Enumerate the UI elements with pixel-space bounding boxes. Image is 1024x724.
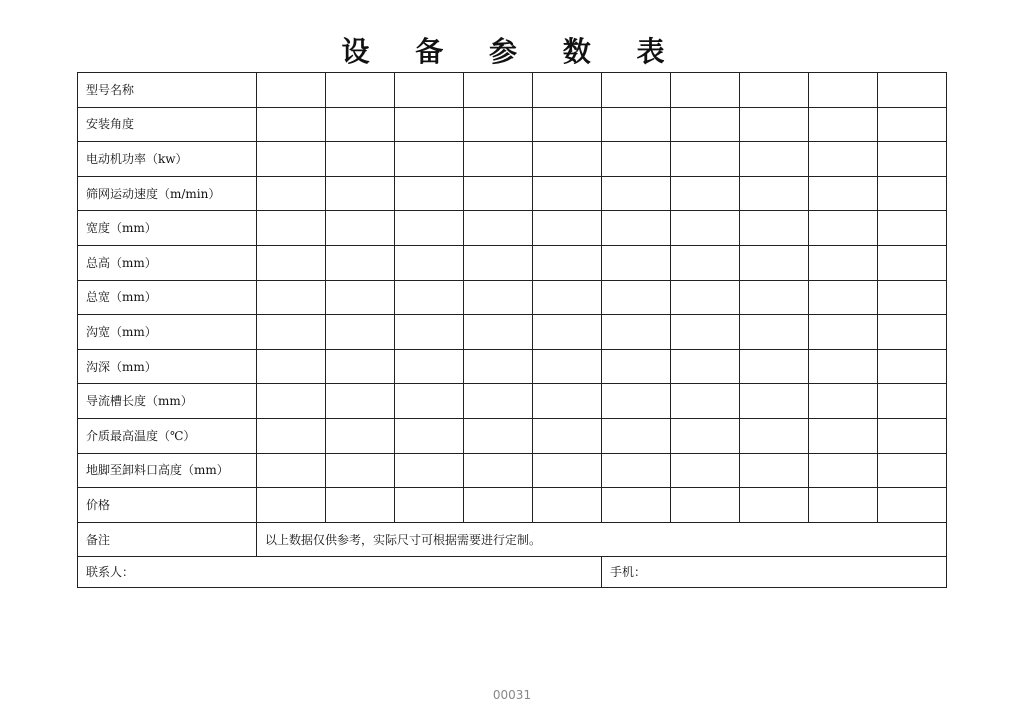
- value-cell: [809, 453, 878, 488]
- value-cell: [602, 245, 671, 280]
- value-cell: [395, 453, 464, 488]
- remarks-label: 备注: [78, 522, 257, 557]
- table-row: [78, 280, 947, 315]
- value-cell: [464, 73, 533, 108]
- row-label: 型号名称: [78, 73, 257, 108]
- value-cell: [533, 384, 602, 419]
- value-cell: [671, 211, 740, 246]
- row-label: 总高（mm）: [78, 245, 257, 280]
- value-cell: [533, 453, 602, 488]
- value-cell: [395, 418, 464, 453]
- value-cell: [878, 315, 947, 350]
- value-cell: [533, 142, 602, 177]
- row-label: 地脚至卸料口高度（mm）: [78, 453, 257, 488]
- row-label: 导流槽长度（mm）: [78, 384, 257, 419]
- value-cell: [257, 349, 326, 384]
- value-cell: [602, 384, 671, 419]
- value-cell: [671, 384, 740, 419]
- value-cell: [809, 280, 878, 315]
- value-cell: [809, 349, 878, 384]
- value-cell: [257, 176, 326, 211]
- value-cell: [533, 280, 602, 315]
- value-cell: [257, 245, 326, 280]
- row-label: 筛网运动速度（m/min）: [78, 176, 257, 211]
- value-cell: [809, 142, 878, 177]
- value-cell: [809, 384, 878, 419]
- value-cell: [671, 107, 740, 142]
- table-row: [78, 142, 947, 177]
- value-cell: [602, 176, 671, 211]
- value-cell: [257, 280, 326, 315]
- value-cell: [740, 280, 809, 315]
- row-label: 价格: [78, 488, 257, 523]
- row-label: 总宽（mm）: [78, 280, 257, 315]
- contact-person-field: 联系人：: [78, 557, 602, 588]
- value-cell: [740, 176, 809, 211]
- value-cell: [395, 280, 464, 315]
- value-cell: [533, 245, 602, 280]
- value-cell: [878, 73, 947, 108]
- value-cell: [878, 176, 947, 211]
- value-cell: [602, 453, 671, 488]
- table-row: [78, 315, 947, 350]
- value-cell: [326, 142, 395, 177]
- row-label: 安装角度: [78, 107, 257, 142]
- value-cell: [878, 349, 947, 384]
- value-cell: [395, 142, 464, 177]
- value-cell: [809, 418, 878, 453]
- phone-field: 手机：: [602, 557, 947, 588]
- value-cell: [671, 245, 740, 280]
- value-cell: [740, 245, 809, 280]
- value-cell: [464, 315, 533, 350]
- value-cell: [464, 488, 533, 523]
- value-cell: [464, 349, 533, 384]
- value-cell: [326, 176, 395, 211]
- table-row: [78, 73, 947, 108]
- value-cell: [533, 176, 602, 211]
- value-cell: [878, 418, 947, 453]
- value-cell: [464, 142, 533, 177]
- row-label: 介质最高温度（℃）: [78, 418, 257, 453]
- value-cell: [464, 280, 533, 315]
- value-cell: [395, 211, 464, 246]
- value-cell: [740, 453, 809, 488]
- value-cell: [740, 418, 809, 453]
- value-cell: [809, 211, 878, 246]
- value-cell: [602, 349, 671, 384]
- value-cell: [740, 211, 809, 246]
- value-cell: [533, 211, 602, 246]
- value-cell: [602, 107, 671, 142]
- value-cell: [464, 107, 533, 142]
- value-cell: [257, 315, 326, 350]
- value-cell: [464, 384, 533, 419]
- value-cell: [326, 107, 395, 142]
- parameter-rows: [78, 73, 947, 588]
- value-cell: [395, 245, 464, 280]
- value-cell: [602, 418, 671, 453]
- contact-row: [78, 557, 947, 588]
- value-cell: [671, 315, 740, 350]
- value-cell: [533, 418, 602, 453]
- value-cell: [740, 488, 809, 523]
- value-cell: [740, 315, 809, 350]
- value-cell: [602, 142, 671, 177]
- value-cell: [740, 142, 809, 177]
- value-cell: [326, 73, 395, 108]
- value-cell: [326, 349, 395, 384]
- value-cell: [809, 73, 878, 108]
- value-cell: [326, 211, 395, 246]
- value-cell: [878, 384, 947, 419]
- value-cell: [464, 418, 533, 453]
- value-cell: [326, 315, 395, 350]
- value-cell: [671, 176, 740, 211]
- value-cell: [809, 488, 878, 523]
- remarks-text: 以上数据仅供参考，实际尺寸可根据需要进行定制。: [257, 522, 947, 557]
- row-label: 电动机功率（kw）: [78, 142, 257, 177]
- value-cell: [602, 315, 671, 350]
- value-cell: [602, 211, 671, 246]
- value-cell: [671, 280, 740, 315]
- value-cell: [257, 488, 326, 523]
- value-cell: [257, 107, 326, 142]
- value-cell: [257, 418, 326, 453]
- value-cell: [395, 73, 464, 108]
- value-cell: [533, 315, 602, 350]
- value-cell: [878, 107, 947, 142]
- remarks-row: [78, 522, 947, 557]
- page-title: 设 备 参 数 表: [341, 35, 683, 68]
- table-row: [78, 349, 947, 384]
- value-cell: [809, 107, 878, 142]
- table-row: [78, 453, 947, 488]
- value-cell: [326, 453, 395, 488]
- value-cell: [257, 384, 326, 419]
- value-cell: [326, 418, 395, 453]
- table-row: [78, 384, 947, 419]
- value-cell: [326, 384, 395, 419]
- value-cell: [464, 211, 533, 246]
- row-label: 沟深（mm）: [78, 349, 257, 384]
- value-cell: [878, 245, 947, 280]
- value-cell: [533, 107, 602, 142]
- value-cell: [878, 453, 947, 488]
- parameter-table: [77, 72, 947, 588]
- value-cell: [740, 384, 809, 419]
- value-cell: [464, 453, 533, 488]
- value-cell: [602, 73, 671, 108]
- table-row: [78, 245, 947, 280]
- value-cell: [257, 453, 326, 488]
- value-cell: [464, 245, 533, 280]
- value-cell: [671, 418, 740, 453]
- value-cell: [395, 349, 464, 384]
- value-cell: [395, 384, 464, 419]
- value-cell: [326, 280, 395, 315]
- value-cell: [671, 73, 740, 108]
- value-cell: [533, 349, 602, 384]
- value-cell: [395, 107, 464, 142]
- row-label: 沟宽（mm）: [78, 315, 257, 350]
- value-cell: [671, 488, 740, 523]
- value-cell: [740, 73, 809, 108]
- table-row: [78, 488, 947, 523]
- value-cell: [533, 73, 602, 108]
- value-cell: [326, 245, 395, 280]
- value-cell: [809, 176, 878, 211]
- value-cell: [671, 349, 740, 384]
- value-cell: [809, 245, 878, 280]
- value-cell: [257, 211, 326, 246]
- value-cell: [395, 176, 464, 211]
- value-cell: [602, 488, 671, 523]
- page-number: 00031: [492, 688, 532, 702]
- table-row: [78, 418, 947, 453]
- table-row: [78, 176, 947, 211]
- value-cell: [671, 453, 740, 488]
- value-cell: [878, 211, 947, 246]
- value-cell: [533, 488, 602, 523]
- table-row: [78, 107, 947, 142]
- row-label: 宽度（mm）: [78, 211, 257, 246]
- value-cell: [809, 315, 878, 350]
- value-cell: [464, 176, 533, 211]
- value-cell: [257, 142, 326, 177]
- value-cell: [395, 488, 464, 523]
- table-row: [78, 211, 947, 246]
- value-cell: [740, 349, 809, 384]
- value-cell: [878, 280, 947, 315]
- value-cell: [878, 488, 947, 523]
- value-cell: [326, 488, 395, 523]
- value-cell: [602, 280, 671, 315]
- value-cell: [740, 107, 809, 142]
- value-cell: [671, 142, 740, 177]
- value-cell: [395, 315, 464, 350]
- value-cell: [257, 73, 326, 108]
- value-cell: [878, 142, 947, 177]
